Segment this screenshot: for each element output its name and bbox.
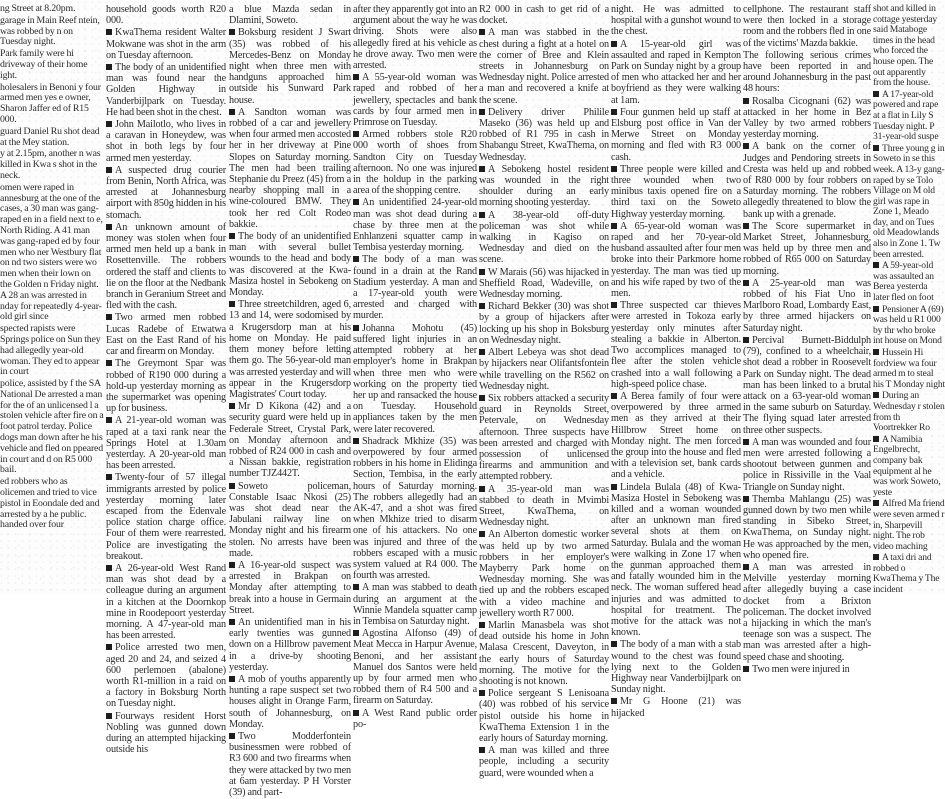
news-brief-text: A mob of youths apparently hunting a rape suspect set two houses alight in Orange Farm, south of Johannesburg, on Monday.	[229, 673, 351, 730]
news-brief-text: a blue Mazda sedan in Dlamini, Soweto.	[229, 4, 351, 27]
square-bullet-icon	[229, 301, 235, 307]
column-8	[873, 4, 945, 597]
news-brief-text: R2 000 in cash to get rid of a docket.	[479, 4, 609, 27]
square-bullet-icon	[229, 562, 235, 568]
news-brief-text: Three young g in Soweto in se this week. A 13-y gang-raped by se Tolo Village on M old girl was rape in Zone 1, Meado day, and on Tues old Meadowlands also in Zone 1. Tw been arrested.	[873, 142, 945, 260]
news-brief-text: A 26-year-old West Rand man was shot dead by a colleague during an argument in a kitchen at the Doornkop mine in Roodepoort yesterday morning. A 47-year-old man has been arrested.	[106, 562, 226, 642]
news-brief	[873, 553, 945, 595]
news-brief	[106, 472, 226, 562]
news-brief	[229, 560, 351, 616]
news-brief	[106, 711, 226, 756]
news-brief-text: Albert Lebeya was shot dead by hijackers near Olifantsfontein while travelling on the R562 on Wednesday night.	[479, 347, 609, 392]
news-brief	[106, 119, 226, 164]
news-brief	[479, 620, 609, 687]
news-brief	[106, 62, 226, 118]
square-bullet-icon	[106, 224, 112, 230]
square-bullet-icon	[229, 619, 235, 625]
news-brief	[743, 335, 871, 436]
news-brief-text: Alfred Ma friend were seven armed r in, Sharpevill night. The rob video maching	[873, 498, 945, 552]
square-bullet-icon	[106, 314, 112, 320]
news-brief-text: ed robbers who as olicemen and tried to vice pistol in Eoondale ded and arrested by a he public. handed over four	[0, 476, 100, 531]
news-brief-text: Three suspected car thieves were arrested in Tokoza early yesterday only minutes after stealing a bakkie in Alberton. Two accomplices managed to flee after the stolen vehicle crashed into a wall following a high-speed police chase.	[611, 300, 741, 390]
news-brief-text: A man was arrested in Melville yesterday morning after allegedly buying a case docket from a Brixton policeman. The docket involved a hijacking in which the man's teenage son was a suspect. The man was arrested after a high-speed chase and shooting.	[743, 561, 871, 663]
news-brief-text: Fourways resident Horst Nobling was gunned down during an attempted hijacking outside his	[106, 710, 226, 756]
news-brief-text: spected rapists were Springs police on Sun they had allegedly year-old woman. They ed to appear in court	[0, 323, 101, 378]
square-bullet-icon	[611, 41, 617, 47]
news-brief-text: Mr D Kikona (42) and a security guard were held up in Federale Street, Crystal Park, on Monday afternoon and robbed of R24 000 in cash and a Nissan bakkie, registration number TJZ442T.	[229, 401, 351, 480]
square-bullet-icon	[611, 698, 617, 704]
news-brief	[873, 261, 945, 303]
news-brief	[0, 149, 104, 181]
news-brief-text: An unidentified man in his early twenties was gunned down on a Hillbrow pavement in a drive-by shooting yesterday.	[229, 616, 351, 673]
news-brief	[611, 696, 741, 718]
square-bullet-icon	[479, 269, 485, 275]
news-brief-text: Soweto policeman, Constable Isaac Nkosi (25) was shot dead near the Jabulani railway line on Monday night and his firearm stolen. No arrests have been made.	[229, 480, 351, 559]
news-brief	[743, 50, 871, 95]
square-bullet-icon	[611, 641, 617, 647]
news-brief-text: y at 2.15pm, another n was killed in Kwa s shot in the neck.	[0, 148, 101, 181]
news-brief	[479, 347, 609, 392]
news-brief	[0, 49, 104, 81]
news-brief-text: The body of a man with a stab wound to the chest was found lying next to the Golden Highway near Vanderbijlpark on Sunday night.	[611, 639, 741, 696]
news-brief	[0, 379, 104, 476]
square-bullet-icon	[479, 303, 485, 309]
news-brief	[229, 481, 351, 559]
square-bullet-icon	[743, 223, 749, 229]
news-brief-text: The body of a man was found in a drain at the Rand Stadium yesterday. A man and a 17-year-old youth were arrested and charged with murder.	[353, 254, 477, 322]
news-brief	[353, 254, 477, 321]
square-bullet-icon	[743, 564, 749, 570]
news-brief-text: A 16-year-old suspect was arrested in Brakpan on Monday after attempting to break into a house in Germain Street.	[229, 559, 351, 616]
square-bullet-icon	[229, 109, 235, 115]
news-brief	[229, 107, 351, 230]
square-bullet-icon	[873, 392, 879, 398]
news-brief	[479, 267, 609, 301]
square-bullet-icon	[873, 145, 879, 151]
square-bullet-icon	[106, 474, 112, 480]
news-brief	[229, 731, 351, 798]
news-brief-text: cellphone. The restaurant staff were then locked in a storage room and the robbers fled in one of the victims' Mazda bakkie.	[743, 4, 871, 49]
news-brief	[0, 477, 104, 531]
news-brief-text: Two men were injured in	[752, 663, 850, 675]
news-brief-text: Park family were hi driveway of their home ight.	[0, 48, 88, 81]
news-brief	[611, 300, 741, 390]
news-brief-text: Themba Mahlangu (25) was gunned down by two men while standing in Sibeko Street, KwaThema, on Sunday night. He was approached by the men, who opened fire.	[743, 493, 871, 561]
news-brief-text: Mr G Hoone (21) was hijacked	[611, 696, 741, 719]
square-bullet-icon	[743, 143, 749, 149]
square-bullet-icon	[353, 584, 359, 590]
news-brief	[106, 165, 226, 221]
square-bullet-icon	[743, 496, 749, 502]
news-brief	[479, 745, 609, 779]
news-brief	[229, 27, 351, 105]
news-brief-text: Johanna Mohotu (45) suffered light injuries in an attempted robbery at her employer's home in Brakpan when three men who were working on the property tied her up and ransacked the house on Tuesday. Household appliances taken by the men were later recovered.	[353, 322, 477, 435]
news-brief-text: During an Wednesday r stolen from th Voortrekker Ro	[873, 390, 945, 434]
news-brief	[106, 415, 226, 471]
news-brief-text: A taxi dri and robbed o KwaThema y The incident	[873, 552, 940, 596]
square-bullet-icon	[873, 306, 879, 312]
news-brief-text: A 25-year-old man was robbed of his Fiat Uno in Marlboro Road, Lombardy East, by three armed hijackers on Saturday night.	[743, 277, 871, 334]
news-brief-text: A 55-year-old woman was raped and robbed of her jewellery, spectacles and bank cards by four armed men in Primrose on Tuesday.	[353, 72, 477, 129]
news-brief-text: after they apparently got into an argument about the way he was driving. Shots were also allegedly fired at his vehicle as he drove away. Two men were arrested.	[353, 4, 477, 72]
square-bullet-icon	[611, 223, 617, 229]
news-brief-text: Hussein Hi fordview wa four armed m to steal his T Monday night	[873, 347, 945, 390]
news-brief	[479, 688, 609, 744]
news-brief-text: The Greymont Spar was robbed of R190 000 during a hold-up yesterday morning as the supermarket was opening up for business.	[106, 358, 226, 415]
news-brief-text: John Mailotlo, who lives in a caravan in Honeydew, was shot in both legs by four armed men yesterday.	[106, 119, 226, 164]
news-brief	[743, 494, 871, 561]
square-bullet-icon	[353, 438, 359, 444]
news-brief-text: A man was stabbed in the chest during a fight at a hotel on the corner of Bree and Klein streets in Johannesburg on Wednesday night. Police arrested a man and recovered a knife at the scene.	[479, 27, 609, 106]
news-brief	[0, 83, 104, 126]
news-brief	[873, 348, 945, 390]
square-bullet-icon	[106, 29, 112, 35]
column-7	[743, 4, 871, 676]
news-brief-text: A suspected drug courier from Benin, North Africa, was arrested at Johannesburg airport with 850g hidden in his stomach.	[106, 164, 226, 221]
news-brief	[479, 27, 609, 105]
square-bullet-icon	[743, 666, 749, 672]
square-bullet-icon	[479, 531, 485, 537]
square-bullet-icon	[353, 199, 359, 205]
news-brief-text: Boksburg resident J Swart (35) was robbed of his Mercedes-Benz on Monday night when three men with handguns approached him outside his Sunward Park house.	[229, 27, 351, 106]
news-brief-text: A 17-year-old powered and rape at a flat in Lily S Tuesday night. P 31-year-old suspe	[873, 88, 939, 143]
square-bullet-icon	[611, 484, 617, 490]
column-2	[106, 4, 226, 756]
news-brief-text: Two Modderfontein businessmen were robbed of R3 600 and two firearms when they were attacked by two men at 6am yesterday. P H Vorster (39) and part-	[229, 731, 351, 799]
news-brief-text: Police sergeant S Lenisoana (40) was robbed of his service pistol outside his home in KwaThema Extension 1 in the early hours of Saturday morning.	[479, 688, 609, 744]
news-brief-text: Shadrack Mkhize (35) was overpowered by four armed robbers in his home in Elidinga Section, Tembisa, in the early hours of Saturday morning. The robbers allegedly had an AK-47, and a shot was fired when Mkhize tried to disarm one of his attackers. No one was injured and three of the robbers escaped with a music system valued at R4 000. The fourth was arrested.	[353, 435, 477, 582]
news-brief	[611, 482, 741, 639]
news-brief	[743, 4, 871, 49]
news-brief-text: A bank on the corner of Judges and Pendoring streets in Cresta was held up and robbed of R80 000 by four robbers on Saturday morning. The robbers allegedly threatened to blow the bank up with a grenade.	[743, 141, 871, 220]
news-brief-text: Lindela Bulala (48) of Kwa-Masiza Hostel in Sebokeng was killed and a woman wounded after an unknown man fired several shots at them on Saturday. Bulala and the woman were walking in Zone 17 when the gunman approached them and fatally wounded him in the neck. The woman suffered head injuries and was admitted to hospital for treatment. The motive for the attack was not known.	[611, 481, 741, 639]
news-brief-text: Delivery driver Philile Maseko (36) was held up and robbed of R1 795 in cash in Shabangu Street, KwaThema, on Wednesday.	[479, 106, 609, 163]
news-brief-text: shot and killed in cottage yesterday said Mataboge times in the head who forced the house open. The out apparently from the house.	[873, 3, 938, 89]
square-bullet-icon	[611, 166, 617, 172]
news-brief	[479, 164, 609, 209]
news-brief	[353, 323, 477, 435]
news-brief	[353, 4, 477, 71]
news-brief	[873, 4, 945, 89]
news-brief	[229, 231, 351, 298]
news-brief-text: Two armed men robbed Lucas Radebe of Etwatwa East on the East Rand of his car and firearm on Monday.	[106, 312, 226, 358]
news-brief-text: A Sandton woman was robbed of a car and jewellery when four armed men accosted her in her driveway at Pine Slopes on Saturday morning. The men had been trailing Stephanie du Preez (45) from a nearby shopping mall in a wine-coloured BMW. They took her red Colt Rodeo bakkie.	[229, 106, 351, 230]
news-brief	[479, 4, 609, 26]
square-bullet-icon	[353, 710, 359, 716]
news-brief-text: omen were raped in annesburg at the one of the cases, a 30 man was gang-raped en in a field next to e, North Riding. A 41 man was gang-raped ed by four men who ner Westbury flat on nd two sisters were wo men when their lown on the Golden n Friday night. A 28 an was arrested in nday for repeatedly 4-year-old girl since	[0, 181, 103, 323]
square-bullet-icon	[873, 262, 879, 268]
news-brief	[873, 90, 945, 143]
news-brief-text: Armed robbers stole R20 000 worth of shoes from Sandton City on Tuesday afternoon. No one was injured in the holdup in the parking area of the shopping centre.	[353, 129, 477, 197]
square-bullet-icon	[353, 74, 359, 80]
news-brief	[611, 39, 741, 106]
news-brief	[743, 278, 871, 334]
news-brief-text: An unknown amount of money was stolen when four armed men held up a bank in Rosettenville. The robbers ordered the staff and clients to lie on the floor at the Nedbank branch in Geranium Street and fled with the cash.	[106, 221, 226, 312]
square-bullet-icon	[873, 91, 879, 97]
news-brief-text: Marlin Manasbela was shot dead outside his home in John Malasa Crescent, Daveyton, in the early hours of Saturday morning. The motive for the shooting is not known.	[479, 619, 609, 687]
news-brief	[0, 324, 104, 378]
news-brief-text: The following serious crimes have been reported in and around Johannesburg in the past 48 hours:	[743, 49, 871, 95]
news-brief	[743, 562, 871, 663]
square-bullet-icon	[611, 302, 617, 308]
news-brief-text: A man was wounded and four men were arrested following a shootout between gunmen and police in Rissiville in the Vaal Triangle on Sunday night.	[743, 436, 871, 493]
news-brief-text: The Score supermarket in Market Street, Johannesburg, was held up by three men and robbed of R65 000 on Saturday morning.	[743, 220, 871, 277]
news-brief	[873, 144, 945, 261]
news-brief-text: A 38-year-old off-duty policeman was shot while walking in Kagiso on Wednesday and died on the scene.	[479, 209, 609, 266]
news-brief	[743, 96, 871, 141]
news-brief-text: A West Rand public order po-	[353, 707, 477, 730]
news-brief-text: A 35-year-old man was stabbed to death in Mvimbi Street, KwaThema, on Wednesday night.	[479, 483, 609, 529]
news-brief-text: garage in Main Reef ntein, was robbed by n on Tuesday night.	[0, 14, 100, 48]
news-brief-text: An Alberton domestic worker was held up by two armed robbers in her employer's Mayberry Park home on Wednesday morning. She was tied up and the robbers escaped with a video machine and jewellery worth R7 000.	[479, 529, 609, 619]
square-bullet-icon	[611, 109, 617, 115]
news-brief-text: A Sebokeng hostel resident was wounded in the right shoulder during an early morning shooting yesterday.	[479, 163, 609, 209]
news-brief-text: holesalers in Benoni y four armed men yes e owner, Sharon Jaffer ed of R15 000.	[0, 81, 101, 125]
news-brief-text: guard Daniel Ru shot dead at the Mey station.	[0, 125, 100, 148]
news-brief	[229, 299, 351, 400]
news-brief-text: The body of an unidentified man with several bullet wounds to the head and body was discovered at the Kwa-Masiza hostel in Sebokeng on Monday.	[229, 231, 351, 299]
news-brief-text: A man was killed and three people, including a security guard, were wounded when a	[479, 745, 609, 779]
square-bullet-icon	[229, 29, 235, 35]
news-brief	[353, 72, 477, 128]
news-brief	[0, 4, 104, 15]
square-bullet-icon	[106, 167, 112, 173]
square-bullet-icon	[743, 280, 749, 286]
news-brief	[873, 305, 945, 347]
square-bullet-icon	[229, 733, 235, 739]
news-brief	[743, 221, 871, 277]
square-bullet-icon	[479, 690, 485, 696]
news-brief	[479, 529, 609, 619]
news-brief	[0, 127, 104, 149]
news-brief	[479, 393, 609, 483]
square-bullet-icon	[479, 166, 485, 172]
square-bullet-icon	[479, 349, 485, 355]
news-brief-text: A 65-year-old woman was raped and her 70-year-old husband assaulted after four men broke into their Parkmore home yesterday. The man was tied up and his wife raped by two of the men.	[611, 220, 741, 300]
column-5	[479, 4, 609, 780]
news-brief	[106, 358, 226, 414]
news-brief	[873, 499, 945, 552]
news-brief	[229, 674, 351, 730]
square-bullet-icon	[353, 630, 359, 636]
square-bullet-icon	[873, 554, 879, 560]
news-brief	[353, 436, 477, 582]
news-brief-text: A 59-year-old was assaulted an Berea yesterda later fled on foot	[873, 260, 934, 304]
square-bullet-icon	[479, 109, 485, 115]
news-brief	[611, 4, 741, 38]
news-brief	[229, 401, 351, 479]
news-brief	[106, 27, 226, 61]
news-brief	[873, 391, 945, 433]
news-brief	[229, 617, 351, 673]
news-brief-text: household goods worth R20 000.	[106, 4, 226, 27]
news-brief-text: police, assisted by f the SA National De arrested a man for the of an unlicensed l a stolen vehicle after fire on a foot patrol terday. Police dogs man down after he his vehicle and fled on ppeared in court and d on R5 000 bail.	[0, 378, 104, 476]
square-bullet-icon	[479, 486, 485, 492]
news-brief-text: A man was stabbed to death during an argument at the Winnie Mandela squatter camp in Tembisa on Saturday night.	[353, 582, 477, 627]
square-bullet-icon	[229, 233, 235, 239]
square-bullet-icon	[743, 439, 749, 445]
news-brief	[479, 301, 609, 346]
news-brief	[353, 708, 477, 730]
news-brief	[106, 563, 226, 641]
square-bullet-icon	[353, 256, 359, 262]
news-brief-text: Richard Bekker (30) was shot by a group of hijackers after locking up his shop in Boksburg on Wednesday night.	[479, 301, 609, 346]
news-brief	[611, 639, 741, 695]
news-brief	[479, 484, 609, 529]
square-bullet-icon	[479, 622, 485, 628]
news-brief-text: Four gunmen held up staff at Elsburg post office in Van der Merwe Street on Monday morning and fled with R3 000 cash.	[611, 106, 741, 163]
column-6	[611, 4, 741, 720]
square-bullet-icon	[479, 212, 485, 218]
news-brief	[106, 312, 226, 357]
square-bullet-icon	[743, 98, 749, 104]
news-brief-text: Agostina Alfonso (49) of Meat Mecca in Harpur Avenue, Benoni, and her assistant Manuel dos Santos were held up by four armed men who robbed them of R4 500 and a firearm on Saturday.	[353, 628, 477, 707]
news-brief	[106, 222, 226, 312]
news-brief	[229, 4, 351, 26]
news-brief	[106, 4, 226, 26]
news-brief-text: Twenty-four of 57 illegal immigrants arrested by police yesterday morning later escaped from the Edenvale police station charge office. Four of them were rearrested. Police are investigating the breakout.	[106, 472, 226, 562]
news-brief	[106, 642, 226, 709]
news-brief	[743, 141, 871, 219]
news-brief-text: Police arrested two men, aged 20 and 24, and seized 4 600 perlemoen (abalone) worth R1-million in a raid on a factory in Boksburg North on Tuesday night.	[106, 642, 226, 710]
news-brief-text: W Marais (56) was hijacked in Sheffield Road, Wadeville, on Wednesday morning.	[479, 266, 609, 301]
news-brief-text: night. He was admitted to hospital with a gunshot wound to the chest.	[611, 4, 741, 38]
square-bullet-icon	[479, 395, 485, 401]
square-bullet-icon	[479, 29, 485, 35]
square-bullet-icon	[353, 325, 359, 331]
square-bullet-icon	[106, 565, 112, 571]
square-bullet-icon	[229, 483, 235, 489]
news-brief-text: A 21-year-old woman was raped at a taxi rank near the Springs Hotel at 1.30am yesterday. A 20-year-old man has been arrested.	[106, 415, 226, 472]
square-bullet-icon	[106, 121, 112, 127]
square-bullet-icon	[106, 713, 112, 719]
square-bullet-icon	[229, 403, 235, 409]
news-brief-text: An unidentified 24-year-old man was shot dead during a chase by three men at the Enhlanzeni squatter camp in Tembisa yesterday morning.	[353, 197, 477, 254]
news-brief-text: KwaThema resident Walter Mokwane was shot in the arm on Tuesday afternoon.	[106, 27, 226, 61]
news-brief-text: Three people were killed and three wounded when two minibus taxis opened fire on a third taxi on the Soweto Highway yesterday morning.	[611, 163, 741, 220]
news-brief	[611, 391, 741, 481]
square-bullet-icon	[106, 417, 112, 423]
news-brief-text: Rosalba Cicognani (62) was attacked in her home in Bez Valley by two armed robbers yesterday morning.	[743, 95, 871, 141]
square-bullet-icon	[743, 337, 749, 343]
news-brief-text: A Berea family of four were overpowered by three armed men as they arrived at their Hillbrow Street home on Monday night. The men forced the group into the house and fled with a television set, bank cards and a vehicle.	[611, 390, 741, 481]
square-bullet-icon	[611, 393, 617, 399]
news-brief	[353, 129, 477, 196]
column-4	[353, 4, 477, 731]
news-brief	[611, 164, 741, 220]
news-brief	[611, 221, 741, 299]
news-brief	[743, 664, 871, 675]
news-brief-text: A 15-year-old girl was assaulted and raped in Kempton Park on Sunday night by a group of men who attacked her and her boyfriend as they were walking at 1am.	[611, 38, 741, 106]
news-brief	[479, 210, 609, 266]
news-brief-text: The body of an unidentified man was found near the Golden Highway in Vanderbijlpark on Tuesday. He had been shot in the chest.	[106, 62, 226, 118]
news-brief	[743, 437, 871, 493]
news-brief	[0, 183, 104, 323]
news-brief-text: A Namibia Engelbrecht, company bak equipment al he was work Soweto, yeste	[873, 433, 941, 498]
news-brief	[0, 16, 104, 48]
news-brief-text: Six robbers attacked a security guard in Reynolds Street, Petervale, on Wednesday afternoon. Three suspects have been arrested and charged with possession of unlicensed firearms and ammunition and attempted robbery.	[479, 392, 609, 483]
news-brief-text: Pensioner A (69) was held u R1 000 by thr who broke int house on Mond	[873, 303, 944, 347]
square-bullet-icon	[873, 436, 879, 442]
news-brief	[353, 582, 477, 627]
news-brief-text: Three streetchildren, aged 6, 13 and 14, were sodomised by a Krugersdorp man at his home on Monday. He paid them money before letting them go. The 56-year-old man was arrested yesterday and will appear in the Krugersdorp Magistrates' Court today.	[229, 299, 352, 400]
square-bullet-icon	[873, 500, 879, 506]
square-bullet-icon	[353, 131, 359, 137]
column-1	[0, 4, 104, 532]
news-brief	[353, 628, 477, 706]
news-brief	[873, 435, 945, 499]
square-bullet-icon	[229, 676, 235, 682]
square-bullet-icon	[106, 360, 112, 366]
square-bullet-icon	[106, 64, 112, 70]
news-brief	[479, 107, 609, 163]
news-brief-text: Percival Burnett-Biddulph (79), confined to a wheelchair, shot dead a robber in Roosevelt Park on Sunday night. The dead man has been linked to a brutal attack on a 63-year-old woman in the same suburb on Saturday. The flying squad later arrested three other suspects.	[743, 334, 871, 436]
column-3	[229, 4, 351, 799]
news-brief	[353, 197, 477, 253]
square-bullet-icon	[479, 747, 485, 753]
news-brief-text: ng Street at 8.20pm.	[0, 3, 76, 14]
square-bullet-icon	[873, 349, 879, 355]
news-brief	[611, 107, 741, 163]
square-bullet-icon	[106, 644, 112, 650]
